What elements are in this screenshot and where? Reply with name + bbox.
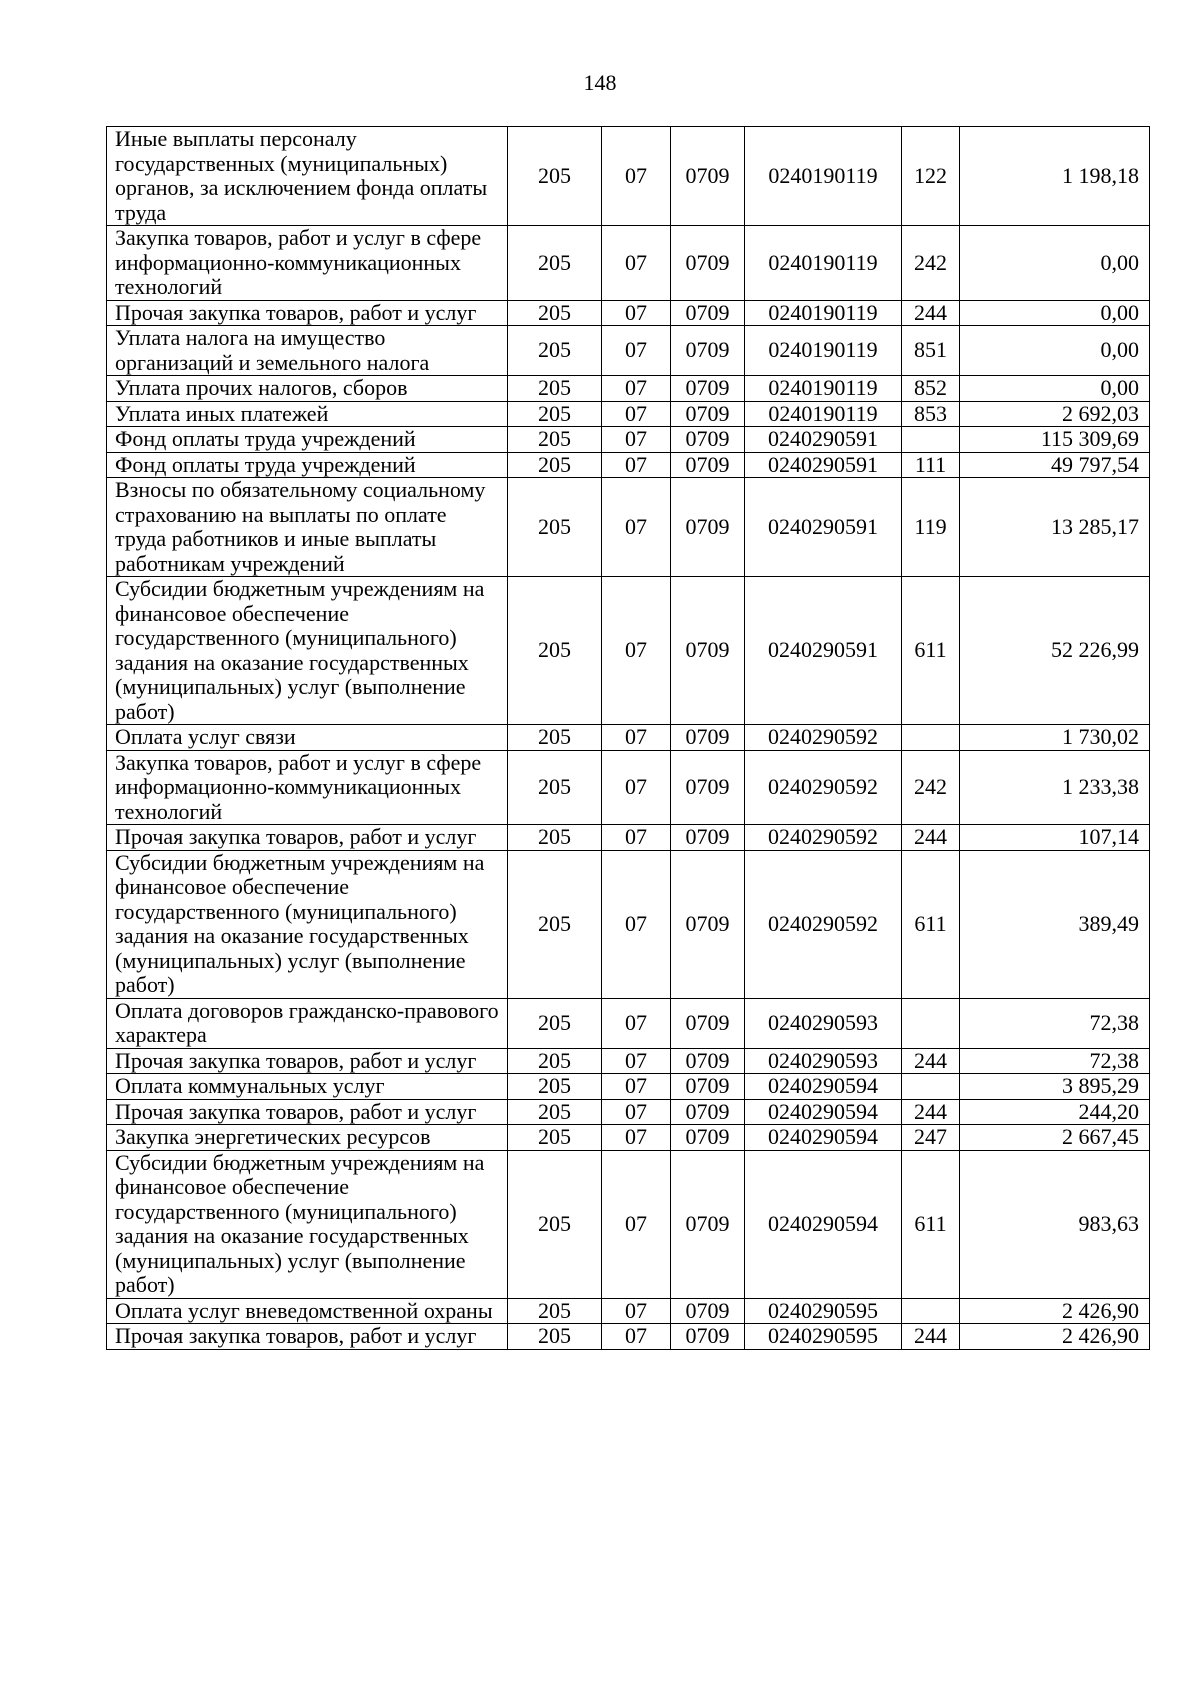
target-article-code-cell: 0240290594	[745, 1150, 902, 1298]
expense-name-cell: Фонд оплаты труда учреждений	[107, 427, 508, 453]
table-row	[107, 427, 1150, 453]
amount-cell: 983,63	[960, 1150, 1150, 1298]
table-body	[107, 127, 1150, 1350]
department-code-cell: 205	[508, 300, 602, 326]
expense-name-cell: Уплата прочих налогов, сборов	[107, 376, 508, 402]
subsection-code-cell: 0709	[671, 376, 745, 402]
subsection-code-cell: 0709	[671, 850, 745, 998]
target-article-code-cell: 0240290592	[745, 725, 902, 751]
expense-name-cell: Прочая закупка товаров, работ и услуг	[107, 1324, 508, 1350]
amount-cell: 1 198,18	[960, 127, 1150, 226]
section-code-cell: 07	[602, 1324, 671, 1350]
table-row	[107, 1298, 1150, 1324]
target-article-code-cell: 0240290594	[745, 1125, 902, 1151]
amount-cell: 3 895,29	[960, 1074, 1150, 1100]
section-code-cell: 07	[602, 1048, 671, 1074]
target-article-code-cell: 0240290591	[745, 577, 902, 725]
department-code-cell: 205	[508, 750, 602, 825]
subsection-code-cell: 0709	[671, 326, 745, 376]
amount-cell: 13 285,17	[960, 478, 1150, 577]
subsection-code-cell: 0709	[671, 750, 745, 825]
table-row	[107, 825, 1150, 851]
expense-name-cell: Уплата налога на имущество организаций и земельного налога	[107, 326, 508, 376]
section-code-cell: 07	[602, 750, 671, 825]
amount-cell: 2 692,03	[960, 401, 1150, 427]
subsection-code-cell: 0709	[671, 226, 745, 301]
target-article-code-cell: 0240290594	[745, 1099, 902, 1125]
subsection-code-cell: 0709	[671, 1099, 745, 1125]
table-row	[107, 478, 1150, 577]
amount-cell: 1 233,38	[960, 750, 1150, 825]
subsection-code-cell: 0709	[671, 1150, 745, 1298]
target-article-code-cell: 0240290592	[745, 850, 902, 998]
table-row	[107, 326, 1150, 376]
section-code-cell: 07	[602, 825, 671, 851]
expense-type-code-cell: 242	[902, 750, 960, 825]
expense-name-cell: Оплата услуг вневедомственной охраны	[107, 1298, 508, 1324]
subsection-code-cell: 0709	[671, 127, 745, 226]
table-row	[107, 1150, 1150, 1298]
department-code-cell: 205	[508, 127, 602, 226]
subsection-code-cell: 0709	[671, 1074, 745, 1100]
expense-type-code-cell: 611	[902, 850, 960, 998]
subsection-code-cell: 0709	[671, 427, 745, 453]
target-article-code-cell: 0240290591	[745, 427, 902, 453]
expense-type-code-cell: 244	[902, 1099, 960, 1125]
expense-type-code-cell: 853	[902, 401, 960, 427]
section-code-cell: 07	[602, 1298, 671, 1324]
expense-type-code-cell: 122	[902, 127, 960, 226]
department-code-cell: 205	[508, 1298, 602, 1324]
budget-table	[106, 126, 1150, 1350]
amount-cell: 1 730,02	[960, 725, 1150, 751]
amount-cell: 72,38	[960, 1048, 1150, 1074]
expense-type-code-cell: 244	[902, 1048, 960, 1074]
expense-type-code-cell: 244	[902, 300, 960, 326]
expense-type-code-cell: 111	[902, 452, 960, 478]
expense-type-code-cell: 852	[902, 376, 960, 402]
expense-name-cell: Уплата иных платежей	[107, 401, 508, 427]
expense-type-code-cell: 611	[902, 1150, 960, 1298]
subsection-code-cell: 0709	[671, 1324, 745, 1350]
expense-name-cell: Оплата договоров гражданско-правового характера	[107, 998, 508, 1048]
subsection-code-cell: 0709	[671, 452, 745, 478]
expense-type-code-cell	[902, 998, 960, 1048]
target-article-code-cell: 0240290591	[745, 452, 902, 478]
amount-cell: 0,00	[960, 376, 1150, 402]
table-row	[107, 300, 1150, 326]
expense-type-code-cell: 244	[902, 825, 960, 851]
expense-name-cell: Фонд оплаты труда учреждений	[107, 452, 508, 478]
subsection-code-cell: 0709	[671, 401, 745, 427]
section-code-cell: 07	[602, 998, 671, 1048]
table-row	[107, 401, 1150, 427]
expense-type-code-cell: 247	[902, 1125, 960, 1151]
table-row	[107, 998, 1150, 1048]
section-code-cell: 07	[602, 376, 671, 402]
expense-name-cell: Прочая закупка товаров, работ и услуг	[107, 1099, 508, 1125]
target-article-code-cell: 0240190119	[745, 376, 902, 402]
department-code-cell: 205	[508, 452, 602, 478]
section-code-cell: 07	[602, 478, 671, 577]
section-code-cell: 07	[602, 300, 671, 326]
department-code-cell: 205	[508, 427, 602, 453]
target-article-code-cell: 0240190119	[745, 326, 902, 376]
subsection-code-cell: 0709	[671, 1048, 745, 1074]
section-code-cell: 07	[602, 1125, 671, 1151]
target-article-code-cell: 0240190119	[745, 300, 902, 326]
subsection-code-cell: 0709	[671, 1298, 745, 1324]
table-row	[107, 1099, 1150, 1125]
expense-name-cell: Закупка товаров, работ и услуг в сфере информационно-коммуникационных технологий	[107, 226, 508, 301]
amount-cell: 2 426,90	[960, 1298, 1150, 1324]
amount-cell: 2 667,45	[960, 1125, 1150, 1151]
amount-cell: 0,00	[960, 326, 1150, 376]
section-code-cell: 07	[602, 401, 671, 427]
amount-cell: 107,14	[960, 825, 1150, 851]
amount-cell: 2 426,90	[960, 1324, 1150, 1350]
department-code-cell: 205	[508, 725, 602, 751]
expense-name-cell: Прочая закупка товаров, работ и услуг	[107, 300, 508, 326]
department-code-cell: 205	[508, 1074, 602, 1100]
department-code-cell: 205	[508, 401, 602, 427]
department-code-cell: 205	[508, 1125, 602, 1151]
department-code-cell: 205	[508, 1150, 602, 1298]
expense-type-code-cell	[902, 725, 960, 751]
expense-name-cell: Прочая закупка товаров, работ и услуг	[107, 1048, 508, 1074]
section-code-cell: 07	[602, 1074, 671, 1100]
subsection-code-cell: 0709	[671, 478, 745, 577]
department-code-cell: 205	[508, 850, 602, 998]
expense-type-code-cell: 244	[902, 1324, 960, 1350]
expense-type-code-cell: 851	[902, 326, 960, 376]
expense-name-cell: Взносы по обязательному социальному страхованию на выплаты по оплате труда работников и иные выплаты работникам учреждений	[107, 478, 508, 577]
table-row	[107, 577, 1150, 725]
amount-cell: 52 226,99	[960, 577, 1150, 725]
department-code-cell: 205	[508, 326, 602, 376]
amount-cell: 115 309,69	[960, 427, 1150, 453]
section-code-cell: 07	[602, 1150, 671, 1298]
expense-name-cell: Субсидии бюджетным учреждениям на финансовое обеспечение государственного (муниципального) задания на оказание государственных (муниципальных) услуг (выполнение работ)	[107, 577, 508, 725]
table-row	[107, 1125, 1150, 1151]
amount-cell: 244,20	[960, 1099, 1150, 1125]
section-code-cell: 07	[602, 326, 671, 376]
expense-name-cell: Иные выплаты персоналу государственных (муниципальных) органов, за исключением фонда оплаты труда	[107, 127, 508, 226]
target-article-code-cell: 0240290593	[745, 998, 902, 1048]
table-row	[107, 376, 1150, 402]
amount-cell: 49 797,54	[960, 452, 1150, 478]
expense-type-code-cell: 611	[902, 577, 960, 725]
subsection-code-cell: 0709	[671, 1125, 745, 1151]
department-code-cell: 205	[508, 376, 602, 402]
department-code-cell: 205	[508, 1048, 602, 1074]
table-row	[107, 452, 1150, 478]
expense-type-code-cell	[902, 427, 960, 453]
expense-name-cell: Прочая закупка товаров, работ и услуг	[107, 825, 508, 851]
department-code-cell: 205	[508, 1324, 602, 1350]
subsection-code-cell: 0709	[671, 998, 745, 1048]
department-code-cell: 205	[508, 577, 602, 725]
subsection-code-cell: 0709	[671, 825, 745, 851]
target-article-code-cell: 0240290592	[745, 750, 902, 825]
department-code-cell: 205	[508, 478, 602, 577]
department-code-cell: 205	[508, 226, 602, 301]
subsection-code-cell: 0709	[671, 577, 745, 725]
table-row	[107, 1048, 1150, 1074]
expense-type-code-cell	[902, 1298, 960, 1324]
amount-cell: 0,00	[960, 300, 1150, 326]
amount-cell: 72,38	[960, 998, 1150, 1048]
amount-cell: 0,00	[960, 226, 1150, 301]
target-article-code-cell: 0240190119	[745, 226, 902, 301]
table-row	[107, 226, 1150, 301]
section-code-cell: 07	[602, 577, 671, 725]
section-code-cell: 07	[602, 850, 671, 998]
target-article-code-cell: 0240290593	[745, 1048, 902, 1074]
department-code-cell: 205	[508, 998, 602, 1048]
amount-cell: 389,49	[960, 850, 1150, 998]
page-number: 148	[583, 70, 617, 95]
table-row	[107, 127, 1150, 226]
expense-name-cell: Субсидии бюджетным учреждениям на финансовое обеспечение государственного (муниципального) задания на оказание государственных (муниципальных) услуг (выполнение работ)	[107, 1150, 508, 1298]
expense-name-cell: Закупка энергетических ресурсов	[107, 1125, 508, 1151]
section-code-cell: 07	[602, 452, 671, 478]
expense-name-cell: Закупка товаров, работ и услуг в сфере информационно-коммуникационных технологий	[107, 750, 508, 825]
target-article-code-cell: 0240290591	[745, 478, 902, 577]
expense-type-code-cell	[902, 1074, 960, 1100]
target-article-code-cell: 0240290592	[745, 825, 902, 851]
expense-name-cell: Субсидии бюджетным учреждениям на финансовое обеспечение государственного (муниципального) задания на оказание государственных (муниципальных) услуг (выполнение работ)	[107, 850, 508, 998]
table-row	[107, 850, 1150, 998]
subsection-code-cell: 0709	[671, 725, 745, 751]
expense-name-cell: Оплата коммунальных услуг	[107, 1074, 508, 1100]
section-code-cell: 07	[602, 226, 671, 301]
table-row	[107, 1324, 1150, 1350]
target-article-code-cell: 0240290594	[745, 1074, 902, 1100]
section-code-cell: 07	[602, 127, 671, 226]
department-code-cell: 205	[508, 1099, 602, 1125]
section-code-cell: 07	[602, 1099, 671, 1125]
section-code-cell: 07	[602, 725, 671, 751]
target-article-code-cell: 0240290595	[745, 1324, 902, 1350]
expense-type-code-cell: 242	[902, 226, 960, 301]
target-article-code-cell: 0240190119	[745, 401, 902, 427]
department-code-cell: 205	[508, 825, 602, 851]
expense-name-cell: Оплата услуг связи	[107, 725, 508, 751]
section-code-cell: 07	[602, 427, 671, 453]
expense-type-code-cell: 119	[902, 478, 960, 577]
table-row	[107, 750, 1150, 825]
target-article-code-cell: 0240290595	[745, 1298, 902, 1324]
target-article-code-cell: 0240190119	[745, 127, 902, 226]
subsection-code-cell: 0709	[671, 300, 745, 326]
table-row	[107, 1074, 1150, 1100]
table-row	[107, 725, 1150, 751]
